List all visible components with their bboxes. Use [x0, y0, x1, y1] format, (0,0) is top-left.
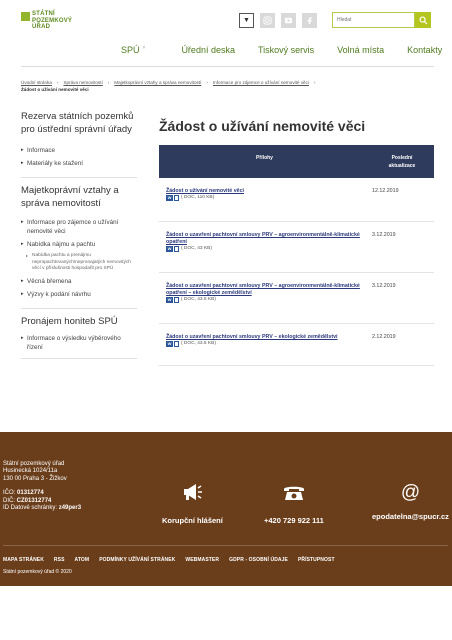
table-row [159, 324, 434, 366]
phone-link[interactable] [264, 482, 324, 525]
logo-text [32, 11, 72, 31]
logo-line: POZEMKOVÝ [32, 17, 73, 24]
table-cell [159, 188, 370, 221]
signature-icon [174, 297, 179, 303]
sidebar-subitem-nabidka-pachtu[interactable]: ▸ Nabídka pachtu a prenájmu nepropachtovaných/nepronajatých nemovitých věcí v příslušnosti hospodařit pro SPÚ [21, 253, 137, 273]
document-link[interactable]: Žádost o uzavření pachtovní smlouvy PRV – agroenvironmentálně-klimatické opatření – ekologické zemědělství [166, 283, 360, 296]
table-cell-date: 3.12.2019 [372, 283, 396, 289]
document-size: ( DOC, 43.5 KB) [181, 341, 216, 346]
email-link[interactable] [372, 482, 449, 521]
search-button[interactable] [415, 12, 431, 28]
breadcrumb-separator: › [206, 80, 208, 85]
document-size: ( DOC, 110 KB) [181, 195, 215, 200]
footer-link-webmaster[interactable]: WEBMASTER [185, 557, 220, 563]
sidebar-item-vysledek[interactable]: ▸ Informace o výsledku výběrového řízení [21, 334, 137, 352]
nav-item-spu[interactable]: SPÚ [121, 45, 140, 55]
instagram-icon[interactable] [260, 13, 275, 28]
footer-address [3, 461, 81, 512]
sidebar-divider [21, 308, 137, 309]
breadcrumb-separator: › [107, 80, 110, 85]
column-header-attachments: Přílohy [256, 155, 273, 161]
search-box [332, 12, 431, 28]
breadcrumb-separator: › [56, 80, 59, 85]
email-address: epodatelna@spucr.cz [372, 512, 449, 521]
word-doc-icon: W [167, 246, 172, 252]
dic-line [3, 498, 81, 505]
table-cell-date: 3.12.2019 [372, 232, 396, 238]
column-header-line: Poslední [391, 155, 413, 161]
table-cell [159, 334, 370, 365]
ds-label: ID Datové schránky: [3, 505, 58, 512]
footer-link-accessibility[interactable]: PŘÍSTUPNOST [297, 557, 335, 563]
ds-value: z49per3 [58, 505, 82, 512]
document-meta [166, 297, 370, 304]
nav-item-tiskovy-servis[interactable]: Tiskový servis [257, 45, 315, 55]
sidebar-item-informace[interactable]: ▸ Informace [21, 146, 137, 155]
sidebar-item-nabidka[interactable]: ▸ Nabídka nájmu a pachtu [21, 240, 137, 249]
breadcrumb-link[interactable]: Správa nemovitostí [63, 80, 103, 85]
nav-item-kontakty[interactable]: Kontakty [407, 45, 443, 55]
document-meta [166, 246, 370, 253]
sidebar-divider [21, 177, 137, 178]
ds-line [3, 505, 81, 512]
document-size: ( DOC, 43.5 KB) [181, 297, 216, 302]
main-nav [121, 45, 442, 55]
breadcrumb-separator: › [313, 80, 316, 85]
word-doc-icon: W [167, 297, 172, 303]
sidebar-item-vyzvy[interactable]: ▸ Výzvy k podání návrhu [21, 290, 137, 299]
address-line: Státní pozemkový úřad [3, 461, 65, 467]
logo-mark [21, 12, 30, 21]
table-cell [159, 283, 370, 323]
address-line: 130 00 Praha 3 - Žižkov [3, 475, 67, 482]
header-toolbar [239, 12, 431, 28]
sidebar-section-title[interactable]: Rezerva státních pozemků pro ústřední správní úřady [21, 111, 134, 135]
corruption-report-link[interactable] [162, 482, 223, 525]
copyright: Státní pozemkový úřad © 2020 [3, 569, 72, 575]
column-header-line: aktualizace [388, 162, 416, 169]
phone-number: +420 729 922 111 [264, 516, 324, 525]
sidebar-section-title[interactable]: Pronájem honiteb SPÚ [21, 315, 118, 327]
document-link[interactable]: Žádost o uzavření pachtovní smlouvy PRV – agroenvironmentálně-klimatické opatření [166, 232, 360, 245]
table-header [159, 145, 434, 178]
breadcrumb-link[interactable]: Majetkoprávní vztahy a správa nemovitostí [114, 80, 202, 85]
at-icon: @ [400, 482, 421, 503]
phone-icon [264, 482, 324, 508]
search-icon [419, 16, 428, 25]
breadcrumb-link[interactable]: Úvodní stránka [21, 80, 52, 85]
sidebar-section-title[interactable]: Majetkoprávní vztahy a správa nemovitostí [21, 185, 119, 209]
megaphone-icon [162, 482, 223, 508]
logo-line: ÚŘAD [32, 24, 51, 30]
column-header-updated [370, 145, 434, 178]
table-row [159, 178, 434, 222]
document-meta [166, 341, 370, 348]
sidebar-divider [21, 358, 137, 359]
footer-link-gdpr[interactable]: GDPR - OSOBNÍ ÚDAJE [229, 557, 288, 563]
word-doc-icon: W [167, 195, 172, 201]
breadcrumb-current: Žádost o užívání nemovité věci [21, 87, 89, 92]
logo-line: STÁTNÍ [32, 11, 55, 17]
footer-link-atom[interactable]: ATOM [74, 557, 90, 563]
page-title: Žádost o užívání nemovité věci [159, 118, 366, 134]
youtube-icon[interactable] [281, 13, 296, 28]
signature-icon [174, 341, 179, 347]
attachments-table [159, 145, 434, 366]
ico-line [3, 490, 81, 497]
document-link[interactable]: Žádost o uzavření pachtovní smlouvy PRV – ekologické zemědělství [166, 334, 338, 340]
table-cell-date: 12.12.2019 [372, 188, 399, 194]
document-meta [166, 195, 370, 202]
document-link[interactable]: Žádost o užívání nemovité věci [166, 188, 245, 194]
table-row [159, 222, 434, 273]
dropdown-caret-icon[interactable]: ▼ [239, 13, 254, 28]
breadcrumb-link[interactable]: Informace pro zájemce o užívání nemovité věci [212, 80, 309, 85]
chevron-down-icon: ˅ [142, 45, 146, 51]
footer [0, 432, 452, 586]
nav-item-volna-mista[interactable]: Volná místa [337, 45, 385, 55]
footer-link-terms[interactable]: PODMÍNKY UŽÍVÁNÍ STRÁNEK [99, 557, 176, 563]
table-cell [159, 232, 370, 272]
signature-icon [174, 195, 179, 201]
footer-links [3, 557, 345, 563]
sidebar-item-materialy[interactable]: ▸ Materiály ke stažení [21, 159, 137, 168]
table-row [159, 273, 434, 324]
signature-icon [174, 246, 179, 252]
footer-link-sitemap[interactable]: MAPA STRÁNEK [3, 557, 44, 563]
breadcrumb [21, 79, 434, 93]
sidebar-item-informace-zajemce[interactable]: ▸ Informace pro zájemce o užívání nemovité věci [21, 218, 137, 236]
footer-divider [3, 545, 448, 546]
header-divider [21, 66, 434, 67]
ico-label: IČO: [3, 490, 16, 497]
facebook-icon[interactable] [302, 13, 317, 28]
address-line: Husinecká 1024/11a [3, 468, 58, 475]
ico-value: 01312774 [17, 490, 44, 497]
word-doc-icon: W [167, 341, 172, 347]
corruption-label: Korupční hlášení [162, 516, 223, 525]
spu-logo[interactable] [21, 11, 72, 31]
table-cell-date: 2.12.2019 [372, 334, 396, 340]
sidebar [21, 111, 137, 366]
search-input[interactable] [332, 12, 415, 28]
nav-item-uredni-deska[interactable]: Úřední deska [181, 45, 235, 55]
document-size: ( DOC, 43 KB) [181, 246, 212, 251]
footer-link-rss[interactable]: RSS [53, 557, 65, 563]
dic-value: CZ01312774 [16, 497, 52, 504]
sidebar-item-vecna-bremena[interactable]: ▸ Věcná břemena [21, 277, 137, 286]
dic-label: DIČ: [3, 497, 15, 504]
